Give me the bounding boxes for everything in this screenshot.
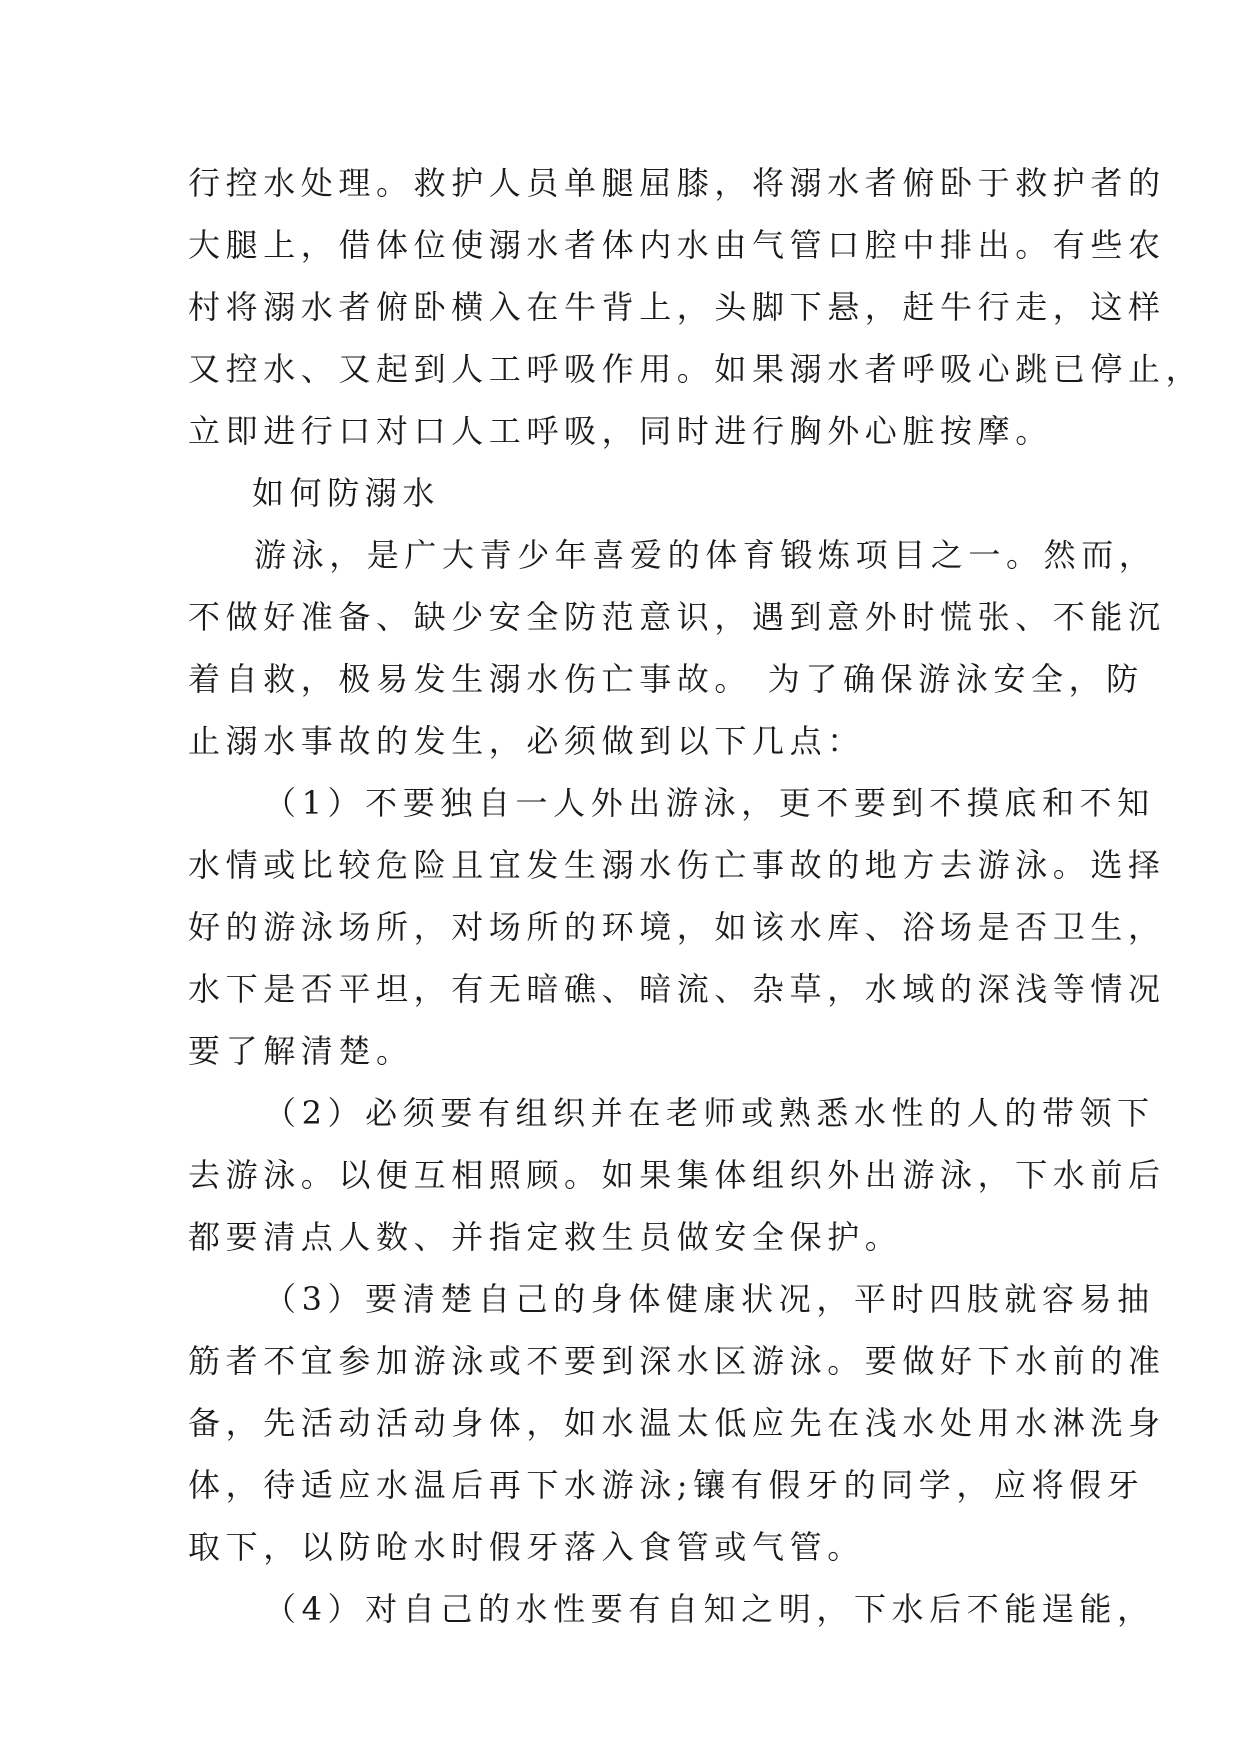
text-line: 大腿上，借体位使溺水者体内水由气管口腔中排出。有些农 [188,226,1166,264]
text-line: 水下是否平坦，有无暗礁、暗流、杂草，水域的深浅等情况 [188,970,1166,1008]
text-line: 体，待适应水温后再下水游泳;镶有假牙的同学，应将假牙 [188,1466,1145,1504]
text-line: 取下，以防呛水时假牙落入食管或气管。 [188,1528,865,1566]
paragraph-intro [188,524,1166,772]
text-line: 不做好准备、缺少安全防范意识，遇到意外时慌张、不能沉 [188,598,1166,636]
list-item-1 [188,772,1166,1082]
text-line: 村将溺水者俯卧横入在牛背上，头脚下悬，赶牛行走，这样 [188,288,1166,326]
text-line: （2）必须要有组织并在老师或熟悉水性的人的带领下 [264,1094,1155,1132]
heading-text: 如何防溺水 [252,474,441,512]
text-line: 好的游泳场所，对场所的环境，如该水库、浴场是否卫生， [188,908,1166,946]
paragraph-rescue-continued [188,152,1204,462]
list-item-4 [188,1578,1155,1640]
text-line: 筋者不宜参加游泳或不要到深水区游泳。要做好下水前的准 [188,1342,1166,1380]
text-line: 要了解清楚。 [188,1032,414,1070]
text-line: 去游泳。以便互相照顾。如果集体组织外出游泳，下水前后 [188,1156,1166,1194]
section-heading [188,462,1048,524]
text-line: 行控水处理。救护人员单腿屈膝，将溺水者俯卧于救护者的 [188,164,1166,202]
text-line: 水情或比较危险且宜发生溺水伤亡事故的地方去游泳。选择 [188,846,1166,884]
list-item-2 [188,1082,1166,1268]
text-line: 又控水、又起到人工呼吸作用。如果溺水者呼吸心跳已停止， [188,350,1204,388]
text-line: （1）不要独自一人外出游泳，更不要到不摸底和不知 [264,784,1155,822]
text-line: 着自救，极易发生溺水伤亡事故。 为了确保游泳安全，防 [188,660,1144,698]
text-line: （3）要清楚自己的身体健康状况，平时四肢就容易抽 [264,1280,1155,1318]
list-item-3 [188,1268,1166,1578]
text-line: 都要清点人数、并指定救生员做安全保护。 [188,1218,903,1256]
text-line: 止溺水事故的发生，必须做到以下几点： [188,722,865,760]
document-body [188,152,1204,1640]
text-line: （4）对自己的水性要有自知之明，下水后不能逞能， [264,1590,1155,1628]
text-line: 备，先活动活动身体，如水温太低应先在浅水处用水淋洗身 [188,1404,1166,1442]
text-line: 游泳，是广大青少年喜爱的体育锻炼项目之一。然而， [254,536,1157,574]
text-line: 立即进行口对口人工呼吸，同时进行胸外心脏按摩。 [188,412,1053,450]
